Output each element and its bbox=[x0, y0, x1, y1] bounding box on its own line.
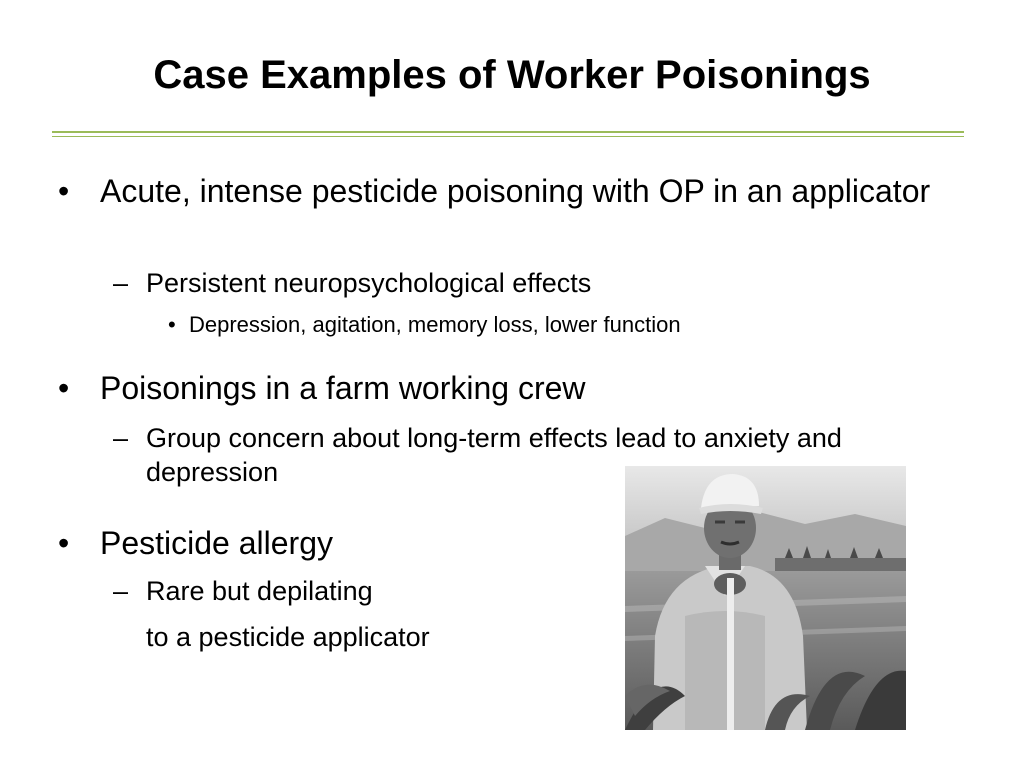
title-divider-bottom bbox=[52, 136, 964, 137]
bullet-3 bbox=[58, 522, 558, 564]
bullet-3-sub-1-text: Rare but depilating bbox=[146, 576, 373, 606]
bullet-3-sub-1-continuation: to a pesticide applicator bbox=[146, 622, 430, 652]
bullet-2-sub-1-text: Group concern about long-term effects lead to anxiety and depression bbox=[146, 423, 842, 487]
slide-title: Case Examples of Worker Poisonings bbox=[153, 53, 871, 97]
title-divider-top bbox=[52, 131, 964, 133]
bullet-1 bbox=[58, 170, 958, 212]
bullet-glyph: • bbox=[58, 173, 70, 209]
bullet-3-text: Pesticide allergy bbox=[100, 525, 333, 561]
farm-worker-photo-illustration bbox=[625, 466, 906, 730]
bullet-2 bbox=[58, 367, 958, 409]
bullet-3-sub-1 bbox=[113, 574, 593, 608]
dash-glyph: – bbox=[113, 268, 129, 298]
bullet-1-sub-1-text: Persistent neuropsychological effects bbox=[146, 268, 592, 298]
bullet-1-sub-1 bbox=[113, 266, 973, 300]
dash-glyph: – bbox=[113, 423, 129, 453]
bullet-1-sub-1-sub-1-text: Depression, agitation, memory loss, lower function bbox=[189, 312, 681, 337]
small-bullet-glyph: • bbox=[168, 312, 176, 337]
farm-worker-photo bbox=[625, 466, 906, 730]
bullet-2-text: Poisonings in a farm working crew bbox=[100, 370, 586, 406]
dash-glyph: – bbox=[113, 576, 129, 606]
bullet-1-sub-1-sub-1 bbox=[168, 311, 681, 339]
bullet-glyph: • bbox=[58, 525, 70, 561]
bullet-glyph: • bbox=[58, 370, 70, 406]
bullet-1-text: Acute, intense pesticide poisoning with OP in an applicator bbox=[100, 173, 931, 209]
